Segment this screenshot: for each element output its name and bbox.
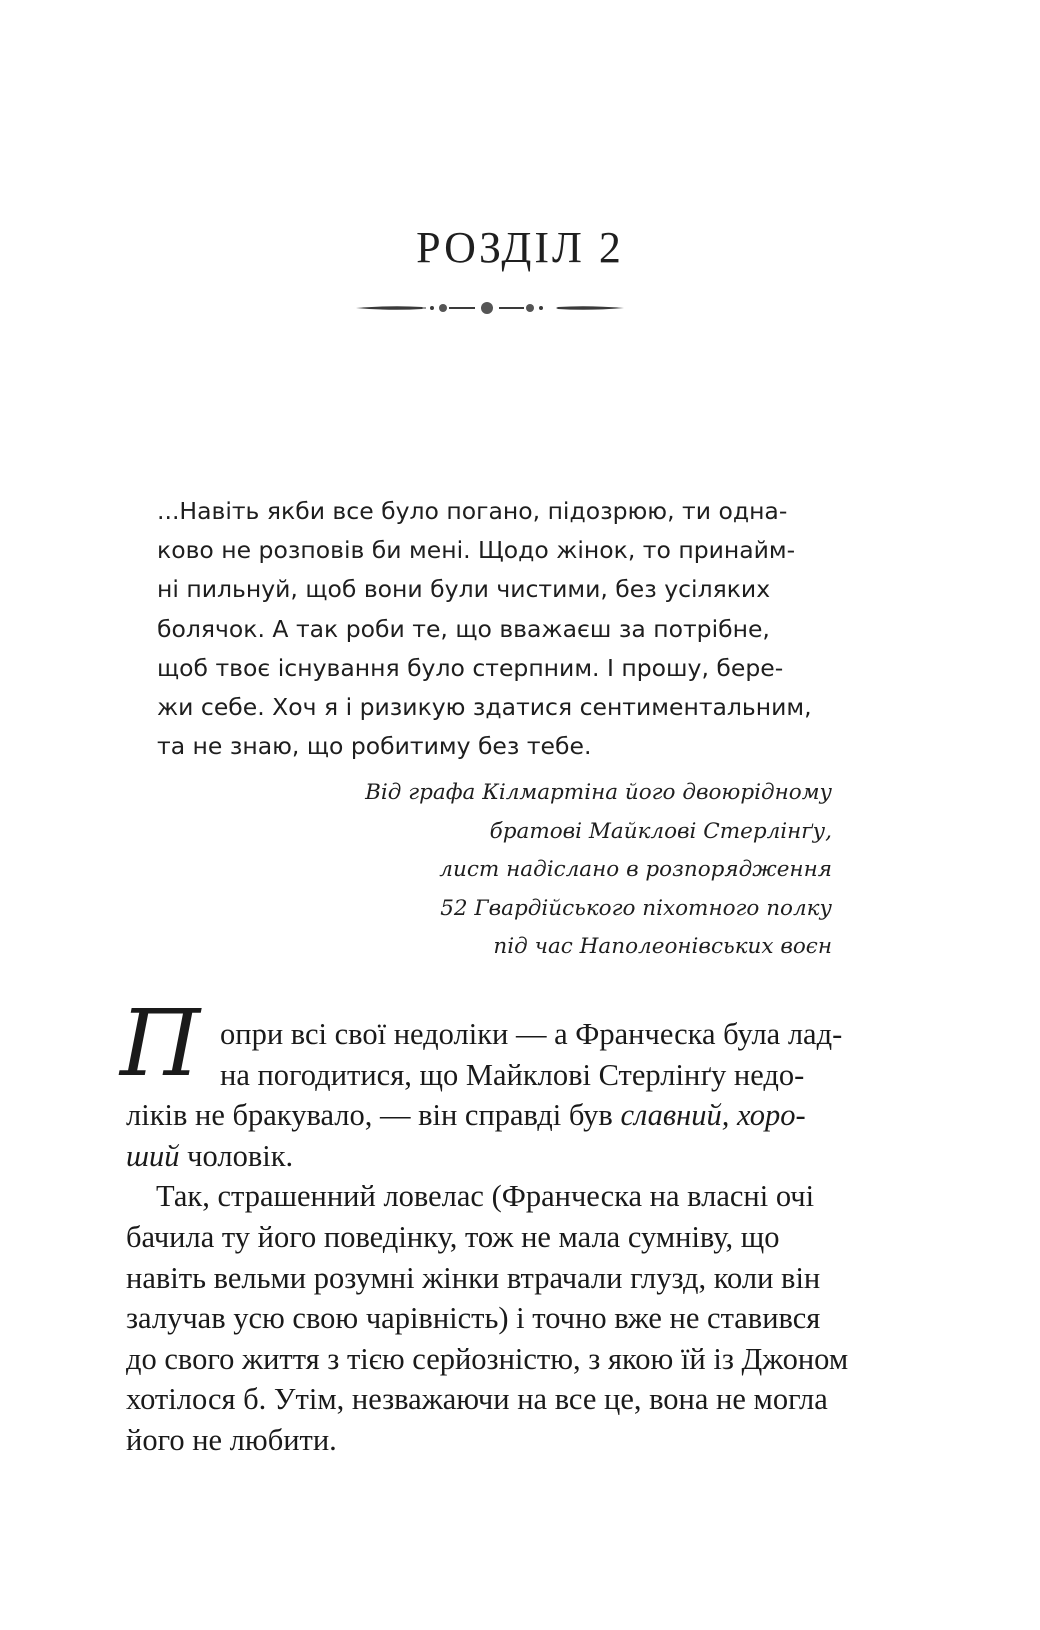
epigraph-line: ...Навіть якби все було погано, підозрюю, ти одна- bbox=[157, 497, 788, 525]
epigraph-line: та не знаю, що робитиму без тебе. bbox=[157, 732, 592, 761]
paragraph-line: залучав усю свою чарівність) і точно вже не ставився bbox=[126, 1301, 821, 1336]
epigraph-attribution bbox=[365, 774, 832, 967]
attribution-line: лист надіслано в розпорядження bbox=[439, 857, 832, 882]
paragraph-line bbox=[126, 1095, 864, 1136]
ornament-divider-icon bbox=[352, 296, 628, 320]
paragraph-text: чоловік. bbox=[179, 1138, 294, 1173]
chapter-title: РОЗДІЛ 2 bbox=[416, 223, 624, 272]
epigraph-line: щоб твоє існування було стерпним. І прошу, бере- bbox=[157, 653, 784, 682]
paragraph-line: навіть вельми розумні жінки втрачали глузд, коли він bbox=[126, 1260, 821, 1295]
epigraph-line: ні пильнуй, щоб вони були чистими, без усіляких bbox=[157, 575, 771, 604]
attribution-line: Від графа Кілмартіна його двоюрідному bbox=[365, 780, 832, 805]
drop-cap: П bbox=[120, 990, 201, 1097]
paragraph-line: до свого життя з тією серйозністю, з якою їй із Джоном bbox=[126, 1341, 849, 1376]
paragraph-line: хотілося б. Утім, незважаючи на все це, вона не могла bbox=[126, 1382, 828, 1417]
attribution-line: 52 Гвардійського піхотного полку bbox=[440, 895, 832, 921]
attribution-line: братові Майклові Стерлінґу, bbox=[489, 818, 832, 844]
epigraph-line: болячок. А так роби те, що вважаєш за потрібне, bbox=[157, 614, 770, 643]
paragraph-text: ліків не бракувало, — він справді був bbox=[126, 1098, 621, 1133]
epigraph-line: ково не розповів би мені. Щодо жінок, то принайм- bbox=[157, 536, 796, 565]
epigraph-block bbox=[157, 492, 827, 766]
paragraph-line: його не любити. bbox=[126, 1422, 337, 1457]
body-text bbox=[126, 1014, 864, 1461]
paragraph-line: опри всі свої недоліки — а Франческа була лад- bbox=[220, 1017, 843, 1051]
paragraph-line: бачила ту його поведінку, тож не мала сумніву, що bbox=[126, 1219, 780, 1254]
paragraph-line: на погодитися, що Майклові Стерлінґу недо- bbox=[220, 1057, 805, 1092]
paragraph-line bbox=[126, 1136, 864, 1177]
epigraph-line: жи себе. Хоч я і ризикую здатися сентиментальним, bbox=[157, 693, 812, 722]
emphasis-text: ший bbox=[126, 1138, 180, 1173]
emphasis-text: славний, хоро- bbox=[620, 1098, 806, 1133]
paragraph-line: Так, страшенний ловелас (Франческа на власні очі bbox=[156, 1179, 815, 1214]
attribution-line: під час Наполеонівських воєн bbox=[493, 934, 832, 959]
